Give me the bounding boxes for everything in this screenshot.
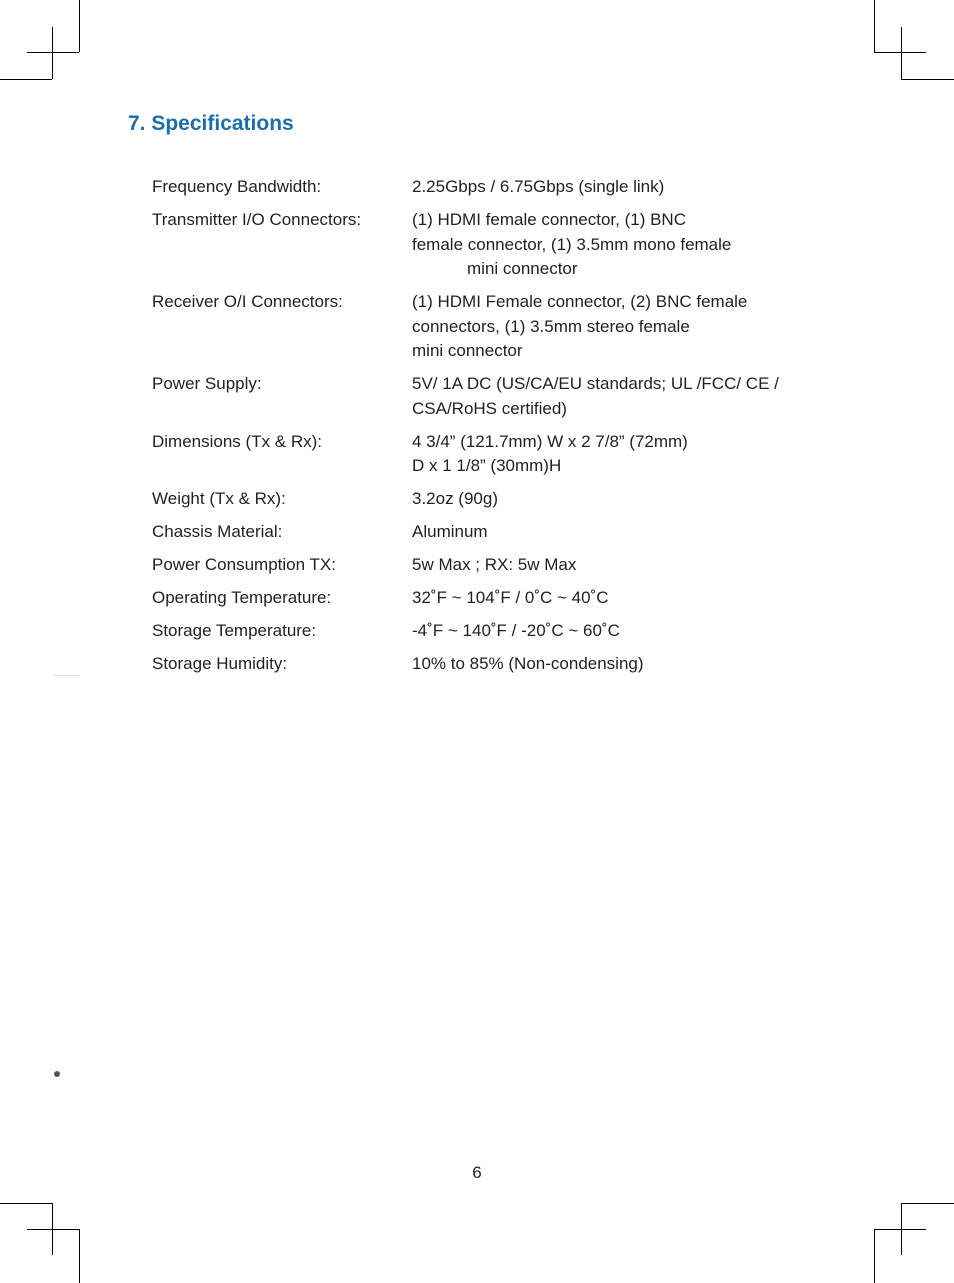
spec-value [412,487,812,512]
crop-mark [874,1229,875,1283]
spec-value [412,430,812,479]
spec-value-line: 5V/ 1A DC (US/CA/EU standards; UL /FCC/ CE / [412,374,779,393]
spec-row [152,175,812,200]
spec-value-line: 2.25Gbps / 6.75Gbps (single link) [412,177,665,196]
crop-mark [52,1203,53,1255]
crop-mark [79,0,80,52]
section-heading: 7. Specifications [128,112,294,135]
spec-value-line: mini connector [467,259,578,278]
spec-value [412,619,812,644]
spec-label: Chassis Material: [152,522,283,541]
crop-mark [0,1203,52,1204]
crop-mark [874,52,926,53]
divider [53,675,80,676]
crop-mark [901,79,954,80]
page-number: 6 [472,1163,482,1182]
spec-row [152,487,812,512]
spec-row [152,553,812,578]
spec-label: Power Consumption TX: [152,555,336,574]
crop-mark [901,27,902,79]
spec-value-line: connectors, (1) 3.5mm stereo female [412,316,690,336]
spec-label: Transmitter I/O Connectors: [152,210,362,229]
crop-mark [0,79,52,80]
spec-value-line: (1) HDMI Female connector, (2) BNC female [412,292,748,311]
spec-label: Storage Humidity: [152,654,288,673]
crop-mark [874,1229,926,1230]
spec-value-line: female connector, (1) 3.5mm mono female [412,234,732,254]
spec-value-line: mini connector [412,341,523,360]
spec-value [412,586,812,611]
spec-value-line: (1) HDMI female connector, (1) BNC [412,210,686,229]
spec-label: Power Supply: [152,374,262,393]
spec-value-line: 4 3/4” (121.7mm) W x 2 7/8” (72mm) [412,431,688,451]
spec-value [412,553,812,578]
spec-label: Operating Temperature: [152,588,332,607]
spec-value-line: 3.2oz (90g) [412,489,498,508]
registration-dot [54,1071,60,1077]
crop-mark [874,0,875,52]
spec-value-line: 5w Max ; RX: 5w Max [412,555,577,574]
spec-label: Frequency Bandwidth: [152,177,322,196]
spec-value [412,372,812,421]
spec-row [152,208,812,282]
spec-label: Dimensions (Tx & Rx): [152,431,323,451]
spec-value [412,652,812,677]
spec-value-line: 32˚F ~ 104˚F / 0˚C ~ 40˚C [412,588,609,607]
crop-mark [901,1203,902,1255]
spec-value [412,175,812,200]
spec-row [152,430,812,479]
crop-mark [79,1229,80,1283]
spec-label: Storage Temperature: [152,621,317,640]
spec-list [152,175,812,685]
spec-value-line: 10% to 85% (Non-condensing) [412,654,644,673]
spec-row [152,586,812,611]
spec-value-line: -4˚F ~ 140˚F / -20˚C ~ 60˚C [412,621,620,640]
crop-mark [27,1229,79,1230]
spec-value-line: D x 1 1/8” (30mm)H [412,456,562,475]
spec-value-line: Aluminum [412,522,488,541]
spec-row [152,652,812,677]
spec-label: Weight (Tx & Rx): [152,489,286,508]
spec-value-line: CSA/RoHS certified) [412,398,567,418]
spec-row [152,290,812,364]
spec-row [152,619,812,644]
spec-value [412,520,812,545]
spec-row [152,520,812,545]
crop-mark [27,52,79,53]
spec-value [412,290,812,364]
spec-row [152,372,812,421]
crop-mark [901,1203,954,1204]
crop-mark [52,27,53,79]
spec-label: Receiver O/I Connectors: [152,292,343,311]
spec-value [412,208,812,282]
